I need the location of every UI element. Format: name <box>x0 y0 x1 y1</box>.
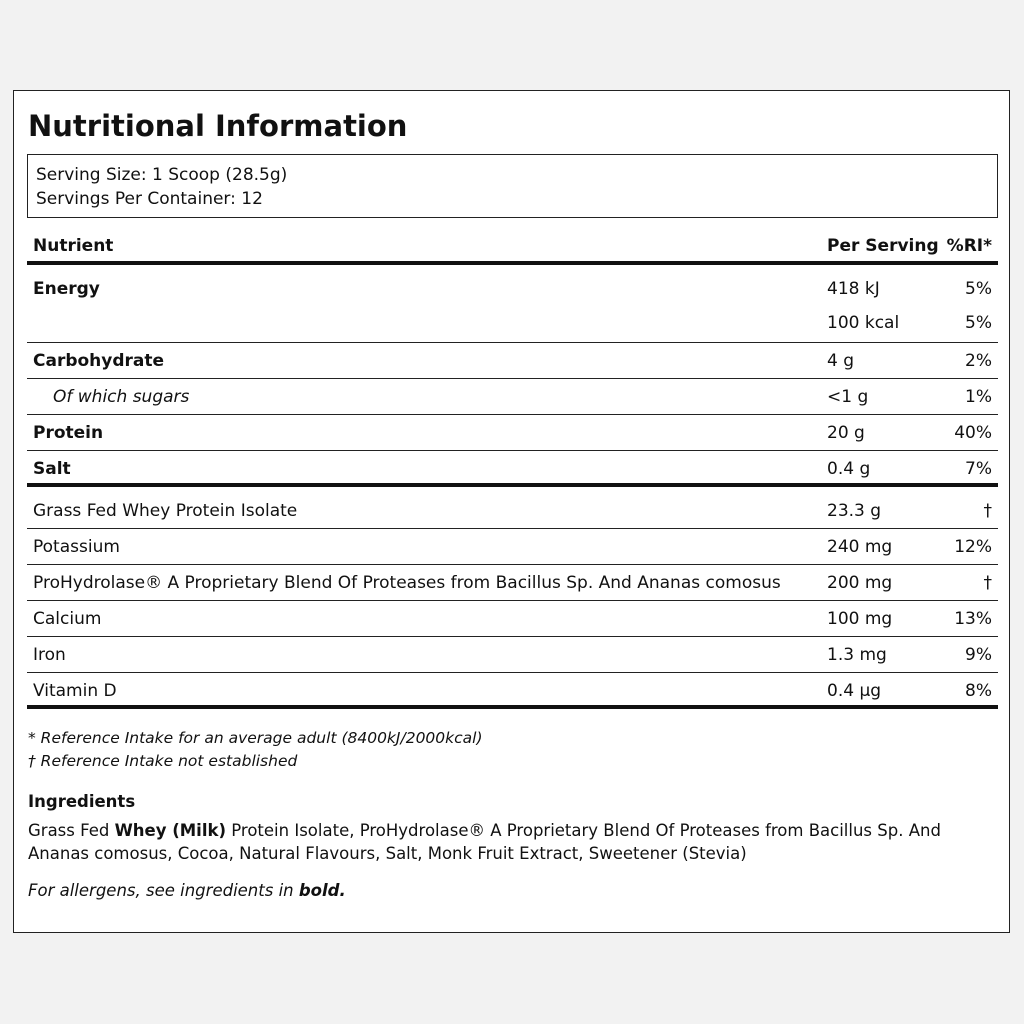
nutrient-value: 20 g <box>827 423 865 443</box>
nutrient-value: 0.4 µg <box>827 681 882 701</box>
allergen-prefix: For allergens, see ingredients in <box>28 881 299 900</box>
ingredients-part1: Grass Fed <box>28 821 115 840</box>
energy-kj-ri: 5% <box>965 279 992 299</box>
ingredients-allergen: Whey (Milk) <box>114 821 227 840</box>
nutrient-name: Grass Fed Whey Protein Isolate <box>33 501 298 521</box>
nutrient-name: Protein <box>33 423 104 443</box>
table-row <box>27 487 998 529</box>
nutrient-name: ProHydrolase® A Proprietary Blend Of Proteases from Bacillus Sp. And Ananas comosus <box>33 573 781 593</box>
table-row-energy <box>27 265 998 343</box>
nutrient-value: 4 g <box>827 351 855 371</box>
nutrition-table <box>27 229 998 709</box>
table-header <box>27 229 998 265</box>
nutrient-name: Of which sugars <box>53 387 190 407</box>
table-row <box>27 601 998 637</box>
nutrient-value: <1 g <box>827 387 869 407</box>
nutrient-name: Energy <box>33 279 100 299</box>
table-row <box>27 529 998 565</box>
ingredients-title: Ingredients <box>28 792 136 811</box>
header-ri: %RI* <box>946 236 992 256</box>
nutrient-name: Carbohydrate <box>33 351 165 371</box>
nutrient-value: 240 mg <box>827 537 893 557</box>
nutrient-value: 200 mg <box>827 573 893 593</box>
nutrient-name: Vitamin D <box>33 681 117 701</box>
nutrient-ri: † <box>983 573 992 593</box>
nutrient-ri: 40% <box>954 423 992 443</box>
nutrient-name: Salt <box>33 459 71 479</box>
table-row <box>27 415 998 451</box>
energy-kcal: 100 kcal <box>827 313 900 333</box>
nutrition-panel <box>13 90 1010 933</box>
servings-per-container: Servings Per Container: 12 <box>36 189 263 209</box>
nutrient-name: Iron <box>33 645 66 665</box>
nutrient-value: 100 mg <box>827 609 893 629</box>
energy-kj: 418 kJ <box>827 279 880 299</box>
table-row <box>27 673 998 709</box>
nutrient-ri: † <box>983 501 992 521</box>
footnote-ri: * Reference Intake for an average adult (8400kJ/2000kcal) <box>28 729 483 747</box>
footnote-dagger: † Reference Intake not established <box>28 752 298 770</box>
nutrient-ri: 12% <box>954 537 992 557</box>
page-title: Nutritional Information <box>28 109 408 143</box>
nutrient-value: 0.4 g <box>827 459 871 479</box>
nutrient-value: 1.3 mg <box>827 645 887 665</box>
serving-size: Serving Size: 1 Scoop (28.5g) <box>36 165 288 185</box>
serving-info-box <box>27 154 998 218</box>
table-row <box>27 565 998 601</box>
table-row <box>27 343 998 379</box>
nutrient-ri: 2% <box>965 351 992 371</box>
energy-kcal-ri: 5% <box>965 313 992 333</box>
allergen-bold-word: bold. <box>298 881 346 900</box>
nutrient-ri: 9% <box>965 645 992 665</box>
table-row <box>27 451 998 487</box>
ingredients-text <box>28 819 968 865</box>
nutrient-ri: 7% <box>965 459 992 479</box>
allergen-note <box>28 881 346 900</box>
nutrient-ri: 1% <box>965 387 992 407</box>
table-row <box>27 379 998 415</box>
nutrient-value: 23.3 g <box>827 501 882 521</box>
nutrient-name: Calcium <box>33 609 102 629</box>
header-per-serving: Per Serving <box>827 236 939 256</box>
header-nutrient: Nutrient <box>33 236 114 256</box>
nutrient-ri: 8% <box>965 681 992 701</box>
table-row <box>27 637 998 673</box>
nutrient-name: Potassium <box>33 537 120 557</box>
nutrient-ri: 13% <box>954 609 992 629</box>
ingredients-part2: Protein Isolate, ProHydrolase® A Proprietary Blend Of Proteases from Bacillus Sp. And Ananas comosus, Cocoa, Natural Flavours, Salt, Monk Fruit Extract, Sweetener (Stevia) <box>28 821 941 863</box>
